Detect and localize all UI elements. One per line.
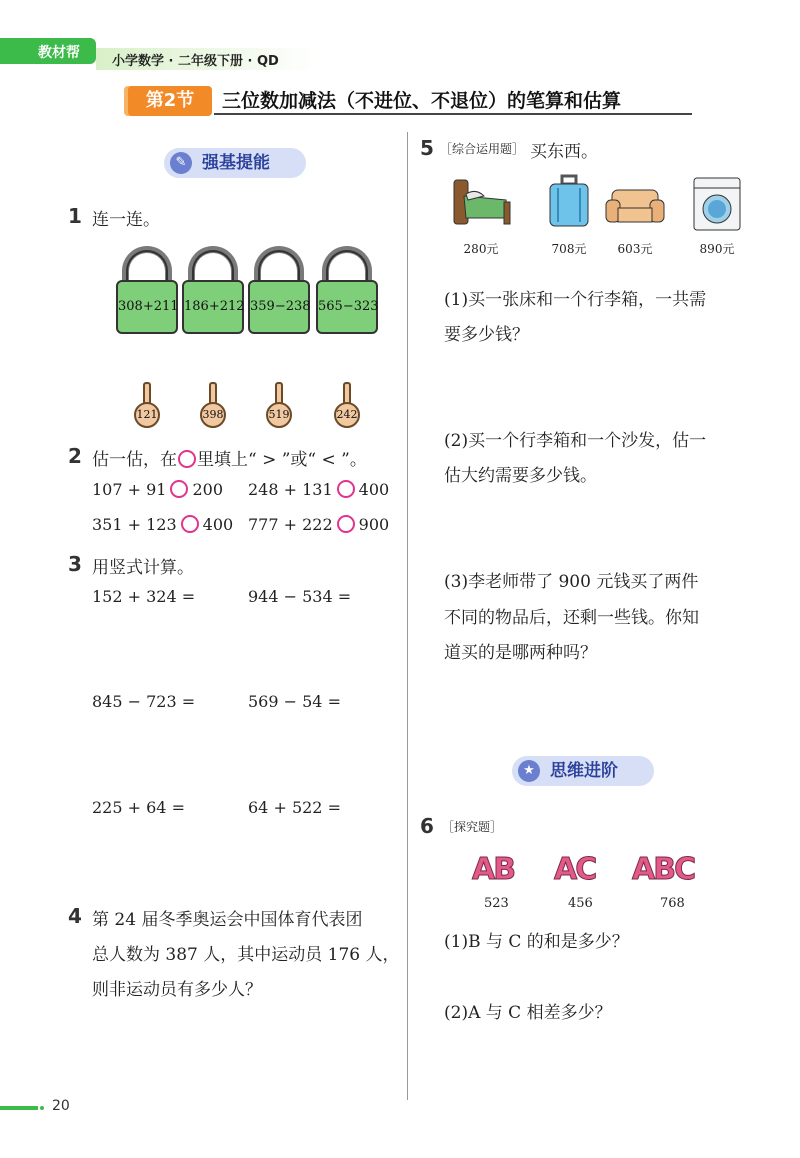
pill-basic	[164, 148, 306, 178]
price-label: 890元	[699, 242, 735, 256]
calc-item: 845 − 723 =	[92, 692, 196, 711]
letter-group: AB	[472, 852, 515, 887]
book-title: 小学数学 · 二年级下册 · QD	[112, 54, 279, 69]
q5-sub1-line: 要多少钱？	[444, 325, 529, 345]
q5-sub3-line: (3)李老师带了 900 元钱买了两件	[444, 572, 699, 592]
key-label: 519	[266, 402, 292, 428]
header-tab: 教材帮	[0, 38, 96, 64]
calc-item: 225 + 64 =	[92, 798, 185, 817]
lock-4	[316, 246, 378, 336]
q2-number: 2	[68, 444, 82, 468]
q5-sub3-line: 道买的是哪两种吗？	[444, 643, 597, 663]
sofa-icon	[604, 178, 666, 234]
q5-tag: ［综合运用题］	[440, 142, 525, 156]
pill-advanced	[512, 756, 654, 786]
group-value: 768	[660, 896, 685, 911]
calc-item: 569 − 54 =	[248, 692, 341, 711]
washing-machine-icon	[686, 176, 748, 232]
q2-item-4: 777 + 222 900	[248, 515, 390, 534]
q4-line: 则非运动员有多少人？	[92, 980, 262, 1000]
price-label: 708元	[551, 242, 587, 256]
price-label: 280元	[463, 242, 499, 256]
lock-3	[248, 246, 310, 336]
price-label: 603元	[617, 242, 653, 256]
section-title: 三位数加减法（不进位、不退位）的笔算和估算	[222, 90, 622, 112]
lock-1	[116, 246, 178, 336]
q2-item-1: 107 + 91 200	[92, 480, 224, 499]
q2-item-3: 351 + 123 400	[92, 515, 234, 534]
q5-sub3-line: 不同的物品后，还剩一些钱。你知	[444, 608, 699, 628]
group-value: 456	[568, 896, 593, 911]
lock-label: 359−238	[248, 280, 310, 334]
q2-text-a: 估一估，在	[92, 450, 177, 470]
suitcase-icon	[538, 174, 600, 230]
section-badge: 第2节	[128, 86, 212, 116]
key-2	[200, 382, 226, 430]
column-divider	[407, 132, 408, 1100]
q5-number: 5	[420, 136, 434, 160]
letter-group: AC	[554, 852, 596, 887]
footer-dot	[40, 1106, 44, 1110]
footer-bar	[0, 1106, 38, 1110]
answer-circle[interactable]	[181, 515, 199, 533]
q4-line: 总人数为 387 人，其中运动员 176 人，	[92, 945, 400, 965]
q5-sub2-line: (2)买一个行李箱和一个沙发，估一	[444, 431, 707, 451]
q2-item-2: 248 + 131 400	[248, 480, 390, 499]
answer-circle[interactable]	[337, 480, 355, 498]
q2-text	[92, 445, 367, 470]
key-label: 121	[134, 402, 160, 428]
key-1	[134, 382, 160, 430]
q6-tag: ［探究题］	[442, 820, 503, 834]
key-label: 398	[200, 402, 226, 428]
page-number: 20	[52, 1098, 70, 1114]
pill-advanced-label: 思维进阶	[550, 761, 618, 781]
q4-line: 第 24 届冬季奥运会中国体育代表团	[92, 910, 363, 930]
calc-item: 152 + 324 =	[92, 587, 196, 606]
bed-icon	[450, 174, 512, 230]
q2-text-b: 里填上“ > ”或“ < ”。	[197, 450, 367, 470]
group-value: 523	[484, 896, 509, 911]
q3-number: 3	[68, 552, 82, 576]
medal-icon: ★	[518, 760, 540, 782]
q1-text: 连一连。	[92, 210, 160, 230]
calc-item: 64 + 522 =	[248, 798, 341, 817]
q3-text: 用竖式计算。	[92, 558, 194, 578]
letter-group: ABC	[632, 852, 695, 887]
q5-text: 买东西。	[530, 142, 598, 162]
key-3	[266, 382, 292, 430]
lock-label: 186+212	[182, 280, 244, 334]
pencil-icon: ✎	[170, 152, 192, 174]
section-underline	[214, 113, 692, 115]
circle-icon	[178, 450, 196, 468]
q4-number: 4	[68, 904, 82, 928]
lock-2	[182, 246, 244, 336]
pill-basic-label: 强基提能	[202, 153, 270, 173]
q6-sub: (1)B 与 C 的和是多少？	[444, 932, 629, 952]
q6-sub: (2)A 与 C 相差多少？	[444, 1003, 612, 1023]
calc-item: 944 − 534 =	[248, 587, 352, 606]
q5-sub2-line: 估大约需要多少钱。	[444, 466, 597, 486]
lock-label: 565−323	[316, 280, 378, 334]
key-4	[334, 382, 360, 430]
q6-number: 6	[420, 814, 434, 838]
q5-sub1-line: (1)买一张床和一个行李箱，一共需	[444, 290, 707, 310]
lock-label: 308+211	[116, 280, 178, 334]
answer-circle[interactable]	[170, 480, 188, 498]
answer-circle[interactable]	[337, 515, 355, 533]
key-label: 242	[334, 402, 360, 428]
q1-number: 1	[68, 204, 82, 228]
